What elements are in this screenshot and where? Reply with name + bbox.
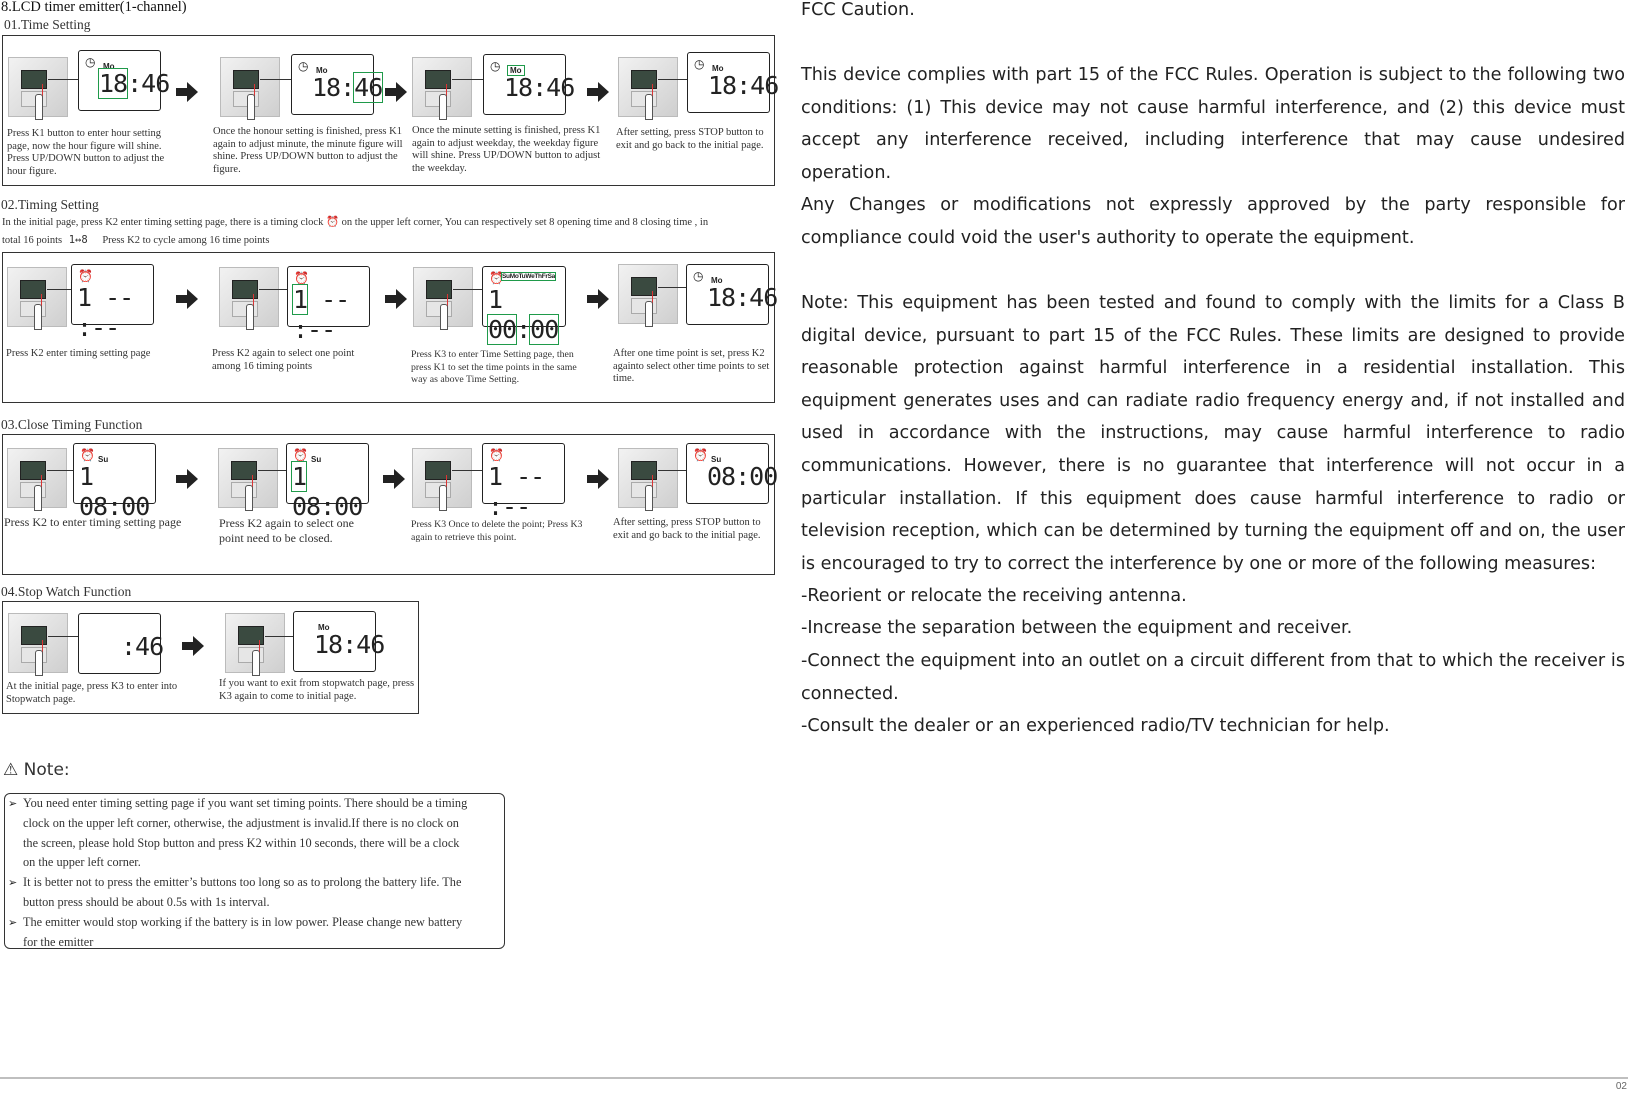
step-caption: Press K3 to enter Time Setting page, then press K1 to set the time points in the same way as above Time Setting. (411, 349, 577, 385)
step-caption: After setting, press STOP button to exit and go back to the initial page. (613, 517, 761, 541)
emitter-device-image (220, 57, 280, 117)
alarm-clock-icon: ⏰ (294, 271, 309, 285)
lcd-point-number: 1 (77, 283, 92, 312)
step-caption: Once the minute setting is finished, press K1 again to adjust weekday, the weekday figure will shine. Press UP/DOWN button to adjust the weekday. (412, 125, 601, 174)
lcd-point-number-highlight: 1 (292, 462, 307, 491)
lcd-time (293, 285, 369, 345)
leader-line (453, 289, 482, 290)
clock-icon: ◷ (693, 269, 704, 283)
note-line: The emitter would stop working if the battery is in low power. Please change new battery (23, 915, 463, 929)
lcd-time (292, 462, 368, 522)
lcd-point-number: 1 (488, 462, 503, 491)
lcd-dashes: -- :-- (293, 285, 350, 344)
lcd-time: 18:46 (504, 73, 575, 102)
lcd-time: 18:46 (314, 630, 385, 659)
lcd-hour-highlight: 18 (99, 69, 128, 98)
note-line: the screen, please hold Stop button and press K2 within 10 seconds, there will be a clock (23, 835, 460, 850)
note-item (23, 873, 461, 913)
emitter-device-image (225, 613, 285, 673)
range-end: 8 (81, 234, 88, 246)
fcc-paragraph-3: Note: This equipment has been tested and found to comply with the limits for a Class B digital device, pursuant to part 15 of the FCC Rules. These limits are designed to provide reasonable protection against harmful interference in a residential installation. This equipment generates uses and can radiate radio frequency energy and, if not installed and used in accordance with the instructions, may cause harmful interference to radio communications. However, there is no guarantee that interference will not occur in a particular installation. If this equipment does cause harmful interference to radio or television reception, which can be determined by turning the equipment off and on, the user is encouraged to try to correct the interference by one or more of the following measures: (801, 293, 1625, 574)
lcd-screen (73, 443, 156, 521)
leader-line (658, 470, 686, 471)
lcd-weekday: Su (711, 455, 722, 464)
section-title-timing-setting: 02.Timing Setting (1, 197, 99, 212)
timing-intro-line-1 (2, 216, 708, 230)
arrow-right-icon (587, 288, 609, 310)
emitter-device-image (8, 57, 68, 117)
emitter-device-image (412, 448, 472, 508)
lcd-time (79, 462, 155, 522)
section-title-time-setting: 01.Time Setting (4, 17, 91, 32)
lcd-colon: : (127, 69, 142, 98)
fcc-measure-4: -Consult the dealer or an experienced radio/TV technician for help. (801, 716, 1390, 736)
lcd-dashes: -- :-- (77, 283, 134, 342)
fcc-paragraph-2: Any Changes or modifications not expressly approved by the party responsible for compliance could void the user's authority to operate the equipment. (801, 195, 1625, 248)
alarm-clock-icon: ⏰ (325, 216, 340, 228)
warning-icon: ⚠ (3, 760, 19, 780)
lcd-point-number: 1 (79, 462, 94, 491)
step-caption: Press K2 to enter timing setting page (4, 515, 182, 529)
step-caption: After one time point is set, press K2 againto select other time points to set time. (613, 348, 770, 384)
lcd-weekday: Mo (318, 623, 330, 632)
range-one-to-eight-icon: 1↔8 (68, 234, 88, 246)
step-caption: Press K2 again to select one point among 16 timing points (212, 348, 355, 372)
lcd-hour: 18 (312, 73, 341, 102)
step-caption: After setting, press STOP button to exit and go back to the initial page. (616, 127, 764, 151)
alarm-clock-icon: ⏰ (693, 448, 708, 462)
leader-line (258, 470, 286, 471)
alarm-clock-icon: ⏰ (489, 271, 504, 285)
leader-line (452, 470, 482, 471)
step-caption: Press K2 enter timing setting page (6, 348, 151, 359)
timing-intro-text-1: In the initial page, press K2 enter timing setting page, there is a timing clock (2, 217, 324, 228)
lcd-screen (71, 264, 154, 342)
step-caption: At the initial page, press K3 to enter into Stopwatch page. (6, 681, 178, 705)
emitter-device-image (218, 448, 278, 508)
manual-heading: 8.LCD timer emitter(1-channel) (1, 0, 187, 15)
range-start: 1 (68, 234, 76, 246)
lcd-time: 18:46 (707, 283, 778, 312)
lcd-minute-highlight: 00 (530, 315, 559, 344)
lcd-screen (293, 611, 385, 672)
leader-line (658, 287, 686, 288)
emitter-device-image (412, 57, 472, 117)
note-line: on the upper left corner. (23, 855, 141, 870)
note-line: You need enter timing setting page if you want set timing points. There should be a timing (23, 796, 468, 810)
lcd-screen (687, 52, 779, 113)
lcd-time (488, 462, 564, 522)
note-item (23, 794, 467, 873)
arrow-right-icon (385, 288, 407, 310)
clock-icon: ◷ (694, 57, 705, 71)
lcd-screen (483, 54, 575, 115)
emitter-device-image (7, 267, 67, 327)
lcd-time (488, 285, 565, 345)
section-title-stop-watch: 04.Stop Watch Function (1, 584, 132, 599)
arrow-right-icon (587, 81, 609, 103)
lcd-clock-time: 08:00 (292, 492, 363, 521)
arrow-right-icon (176, 81, 198, 103)
alarm-clock-icon: ⏰ (80, 448, 95, 462)
lcd-time: 18:46 (708, 71, 779, 100)
lcd-weekday: Mo (316, 66, 328, 75)
step-caption: Press K1 button to enter hour setting page, now the hour figure will shine. Press UP/DOWN button to adjust the hour figure. (7, 128, 165, 177)
lcd-time: 08:00 (707, 462, 778, 491)
leader-line (47, 470, 73, 471)
lcd-weekday-highlight: Mo (510, 66, 522, 75)
arrow-bullet-icon: ➢ (8, 877, 18, 889)
lcd-hour-highlight: 00 (488, 315, 517, 344)
lcd-weekday: Mo (712, 64, 724, 73)
lcd-screen (78, 50, 170, 111)
lcd-weekday: Su (98, 455, 109, 464)
lcd-screen (291, 54, 383, 115)
fcc-measure-2: -Increase the separation between the equipment and receiver. (801, 618, 1353, 638)
fcc-paragraph-1: This device complies with part 15 of the FCC Rules. Operation is subject to the following two conditions: (1) This device may not cause harmful interference, and (2) this device must accept any interference received, including interference that may cause undesired operation. (801, 65, 1625, 183)
lcd-colon: : (340, 73, 355, 102)
lcd-screen (482, 266, 566, 344)
arrow-right-icon (176, 288, 198, 310)
emitter-device-image (219, 267, 279, 327)
footer-rule (0, 1077, 1628, 1079)
lcd-screen (78, 613, 164, 674)
emitter-device-image (7, 448, 67, 508)
lcd-weekdays-highlight: SuMoTuWeThFrSa (502, 273, 555, 280)
arrow-right-icon (587, 468, 609, 490)
emitter-device-image (618, 57, 678, 117)
leader-line (48, 636, 78, 637)
leader-line (259, 289, 287, 290)
timing-intro-line-2 (2, 234, 269, 248)
note-line: for the emitter (23, 934, 94, 949)
clock-icon: ◷ (490, 59, 501, 73)
lcd-colon: : (516, 315, 531, 344)
lcd-minute: 46 (141, 69, 170, 98)
lcd-screen (287, 266, 370, 344)
note-line: clock on the upper left corner, otherwise, the adjustment is invalid.If there is no clock on (23, 815, 459, 830)
lcd-point-number: 1 (488, 285, 503, 314)
leader-line (260, 79, 291, 80)
arrow-bullet-icon: ➢ (8, 798, 18, 810)
clock-icon: ◷ (85, 55, 96, 69)
alarm-clock-icon: ⏰ (293, 448, 308, 462)
leader-line (48, 79, 78, 80)
lcd-clock-time: 08:00 (79, 492, 150, 521)
fcc-title: FCC Caution. (801, 0, 915, 20)
note-list (4, 793, 505, 949)
emitter-device-image (618, 448, 678, 508)
alarm-clock-icon: ⏰ (78, 269, 93, 283)
leader-line (658, 79, 687, 80)
lcd-weekday: Mo (711, 276, 723, 285)
lcd-time (99, 69, 169, 99)
lcd-minute-highlight: 46 (354, 73, 383, 102)
leader-line (47, 289, 71, 290)
lcd-time (77, 283, 153, 343)
lcd-dashes: -- :-- (488, 462, 545, 521)
arrow-bullet-icon: ➢ (8, 917, 18, 929)
lcd-stopwatch-time: :46 (121, 632, 164, 661)
leader-line (452, 79, 483, 80)
lcd-screen (686, 264, 778, 325)
lcd-weekday: Mo (103, 62, 115, 71)
step-caption: Once the honour setting is finished, press K1 again to adjust minute, the minute figure will shine. Press UP/DOWN button to adjust the figure. (213, 126, 403, 175)
note-title-text: Note: (23, 760, 70, 780)
arrow-right-icon (383, 468, 405, 490)
emitter-device-image (413, 267, 473, 327)
step-caption: Press K3 Once to delete the point; Press K3 again to retrieve this point. (411, 519, 583, 543)
page-number: 02 (1615, 1081, 1627, 1092)
leader-line (265, 636, 293, 637)
lcd-time (312, 73, 382, 103)
lcd-screen (482, 443, 565, 521)
lcd-screen (686, 443, 778, 504)
timing-intro-text-4: Press K2 to cycle among 16 time points (102, 235, 270, 246)
fcc-measure-3: -Connect the equipment into an outlet on a circuit different from that to which the receiver is connected. (801, 651, 1625, 704)
clock-icon: ◷ (298, 59, 309, 73)
lcd-point-number-highlight: 1 (293, 285, 308, 314)
arrow-right-icon (176, 468, 198, 490)
timing-intro-text-2: on the upper left corner, You can respectively set 8 opening time and 8 closing time , in (341, 217, 709, 228)
lcd-weekday: Su (311, 455, 322, 464)
arrow-right-icon (385, 81, 407, 103)
note-line: button press should be about 0.5s with 1s interval. (23, 894, 270, 909)
alarm-clock-icon: ⏰ (489, 448, 504, 462)
emitter-device-image (8, 613, 68, 673)
section-title-close-timing: 03.Close Timing Function (1, 417, 143, 432)
arrow-right-icon (182, 635, 204, 657)
timing-intro-text-3: total 16 points (2, 235, 63, 246)
step-caption: If you want to exit from stopwatch page, press K3 again to come to initial page. (219, 678, 415, 702)
fcc-measure-1: -Reorient or relocate the receiving antenna. (801, 586, 1187, 606)
note-item (23, 913, 462, 953)
emitter-device-image (618, 264, 678, 324)
note-line: It is better not to press the emitter’s buttons too long so as to prolong the battery life. The (23, 875, 462, 889)
step-caption: Press K2 again to select one point need to be closed. (219, 516, 354, 545)
note-title (3, 760, 70, 780)
lcd-screen (286, 443, 369, 521)
